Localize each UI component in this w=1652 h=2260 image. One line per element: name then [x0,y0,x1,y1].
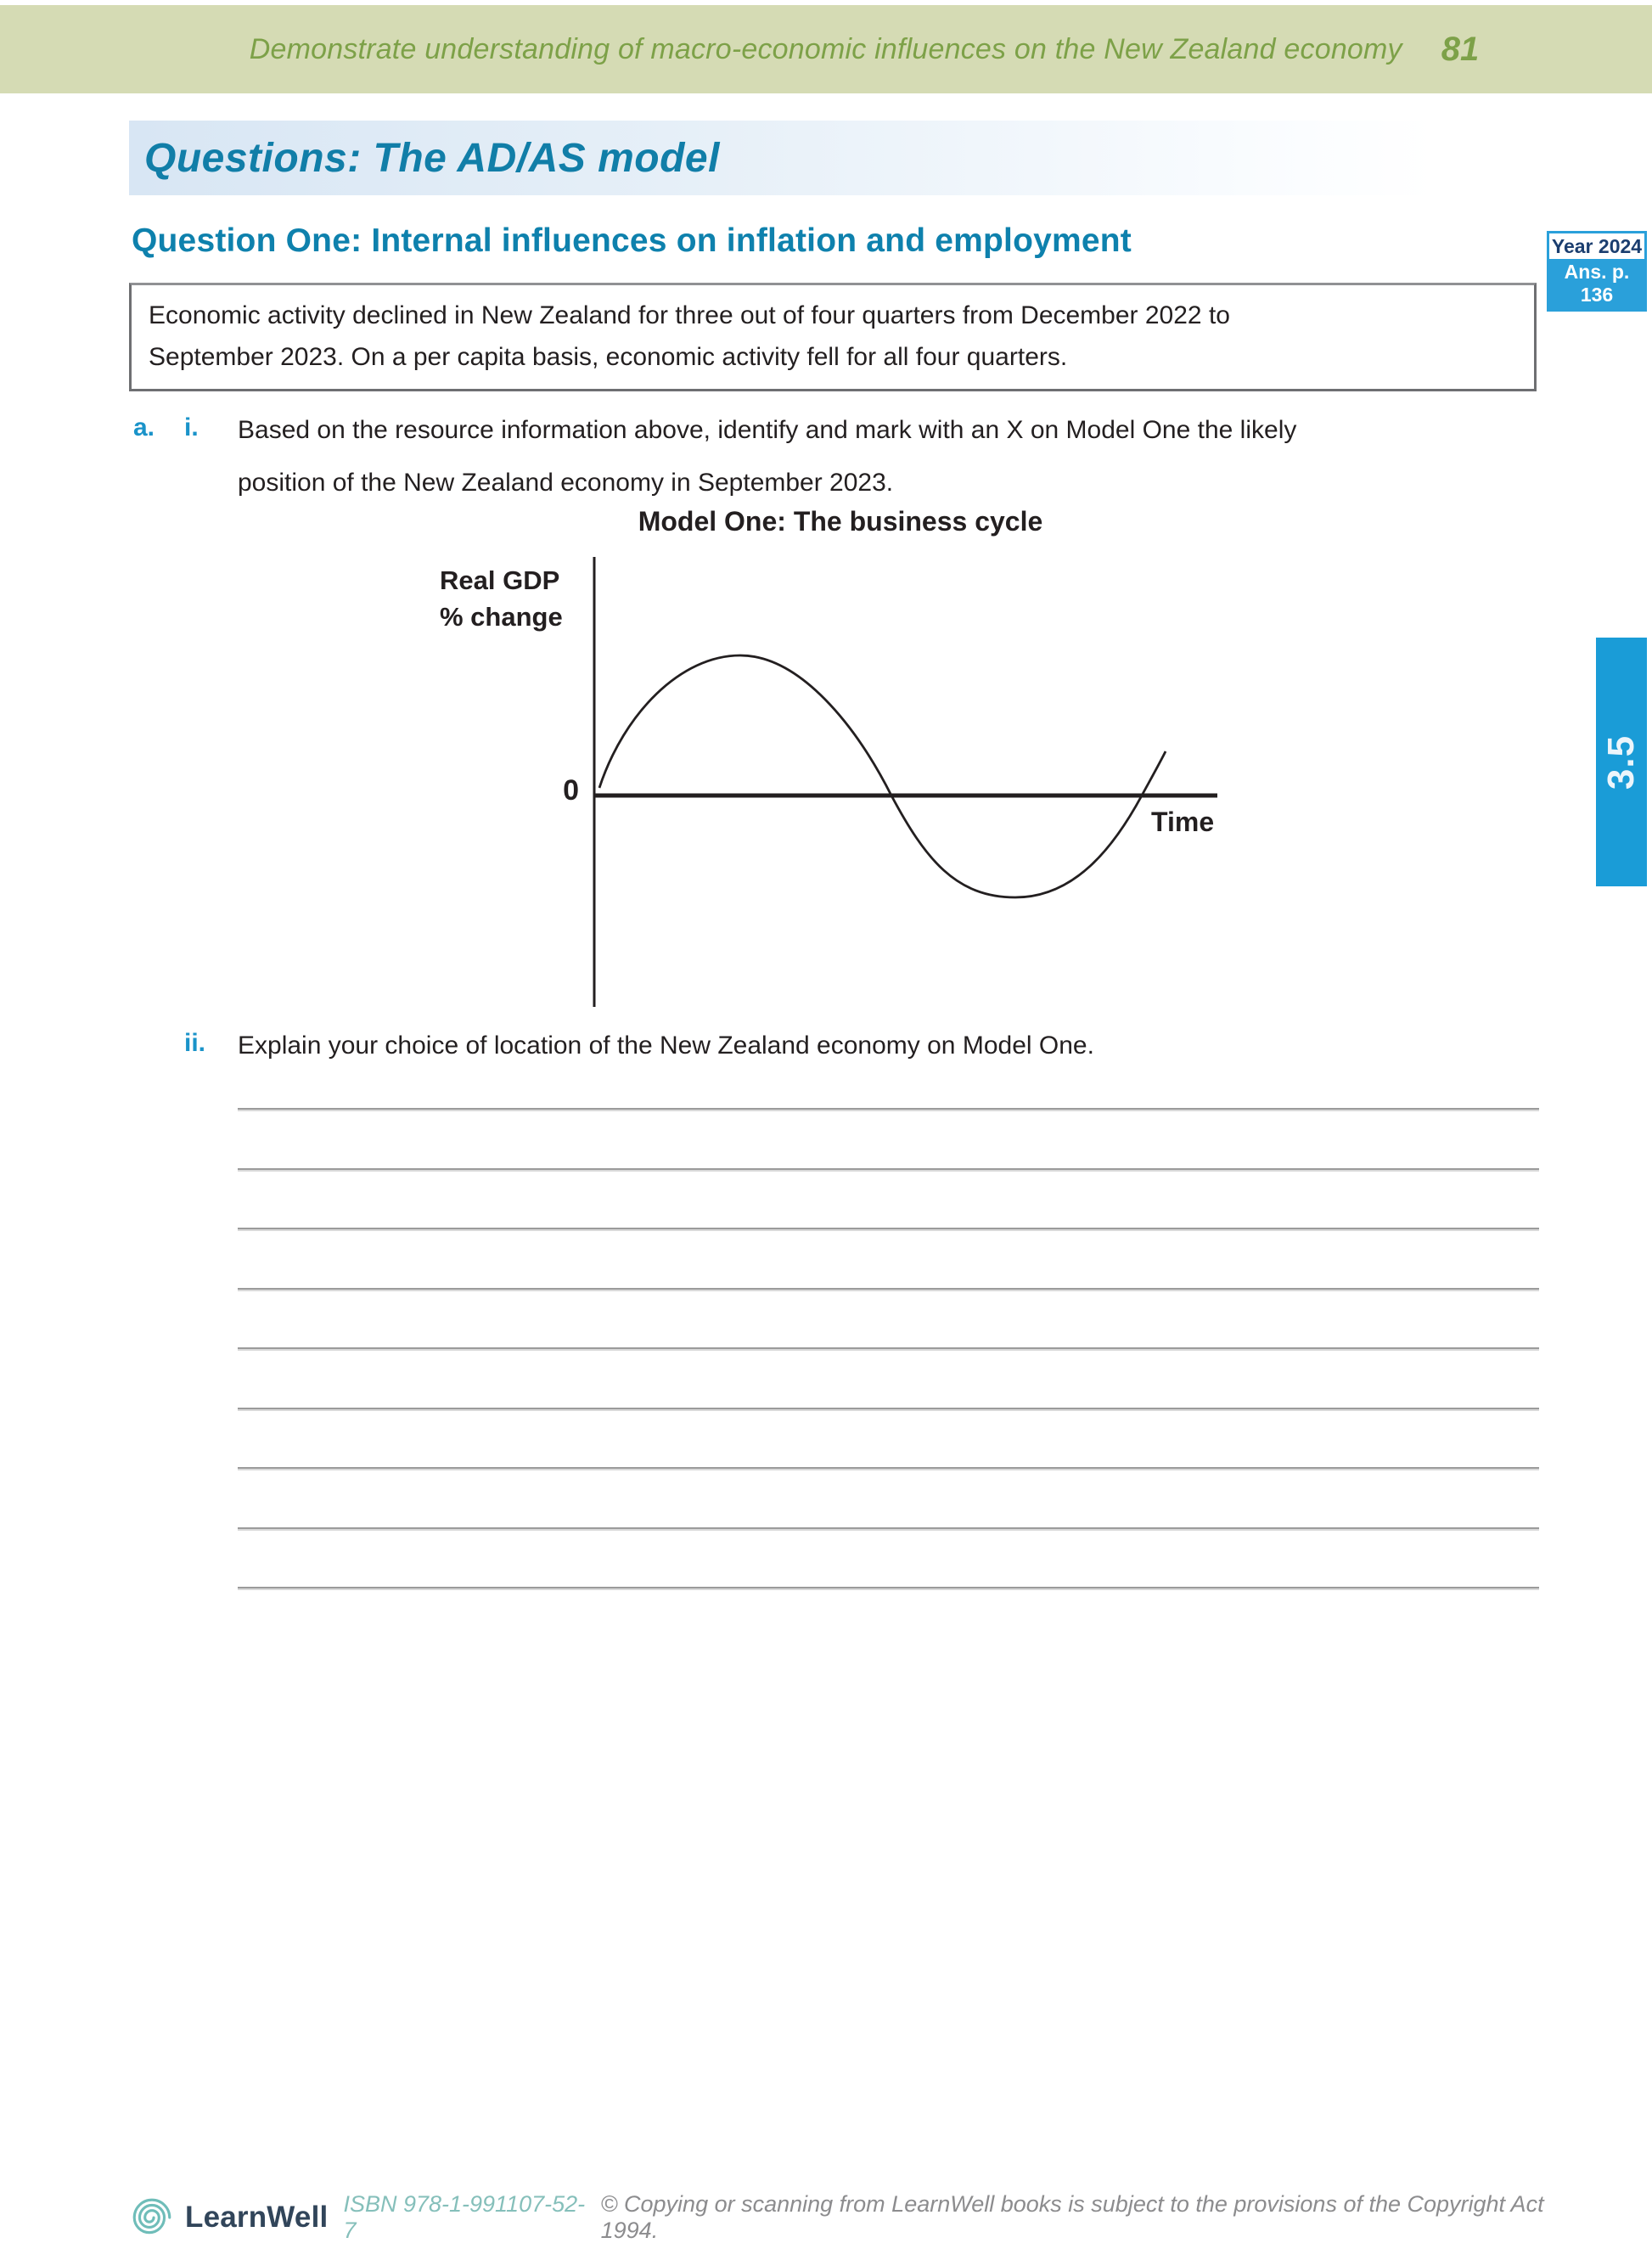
chart-origin-label: 0 [563,774,579,807]
answer-line [238,1228,1539,1229]
part-a-ii-text: Explain your choice of location of the New Zealand economy on Model One. [238,1032,1094,1060]
footer-isbn: ISBN 978-1-991107-52-7 [343,2191,586,2243]
question-one-heading: Question One: Internal influences on inflation and employment [132,222,1132,259]
answer-line [238,1408,1539,1409]
part-a-i-line-1: Based on the resource information above, identify and mark with an X on Model One the likely [238,416,1297,444]
learnwell-spiral-logo-icon [129,2195,175,2240]
badge-year: Year 2024 [1549,233,1644,259]
y-axis-label-line-1: Real GDP [440,565,560,595]
answer-line [238,1168,1539,1170]
part-a-ii-label: ii. [184,1029,206,1057]
resource-line-1: Economic activity declined in New Zealand for three out of four quarters from December 2022 to [149,301,1230,329]
header-band [0,5,1652,93]
part-a-i-line-2: position of the New Zealand economy in September 2023. [238,469,894,497]
footer-brand: LearnWell [185,2201,329,2234]
chart-title: Model One: The business cycle [638,506,1043,537]
chart-x-axis-label: Time [1151,807,1215,837]
footer [129,2190,1572,2245]
resource-text-box [129,283,1537,391]
part-a-i-text [238,404,1528,509]
answer-line [238,1108,1539,1110]
answer-line [238,1288,1539,1290]
part-a-i-label: i. [184,413,199,441]
header-page-number: 81 [1441,30,1480,68]
badge-answer-page: Ans. p. 136 [1549,259,1644,309]
resource-line-2: September 2023. On a per capita basis, economic activity fell for all four quarters. [149,343,1068,371]
answer-line [238,1467,1539,1469]
footer-copyright: © Copying or scanning from LearnWell books is subject to the provisions of the Copyright Act 1994. [600,2191,1544,2243]
section-title: Questions: The AD/AS model [144,135,720,181]
answer-line [238,1587,1539,1588]
header-title: Demonstrate understanding of macro-economic influences on the New Zealand economy [249,32,1402,65]
part-a-label: a. [133,413,155,441]
answer-line [238,1527,1539,1529]
answer-lines [238,1108,1539,1647]
answer-line [238,1347,1539,1349]
section-title-bar [129,121,1435,195]
answer-reference-badge [1547,231,1647,312]
chapter-side-tab [1596,638,1647,886]
business-cycle-chart [424,543,1231,1019]
business-cycle-curve [599,655,1166,897]
y-axis-label-line-2: % change [440,602,563,632]
chapter-tab-label: 3.5 [1600,734,1643,790]
